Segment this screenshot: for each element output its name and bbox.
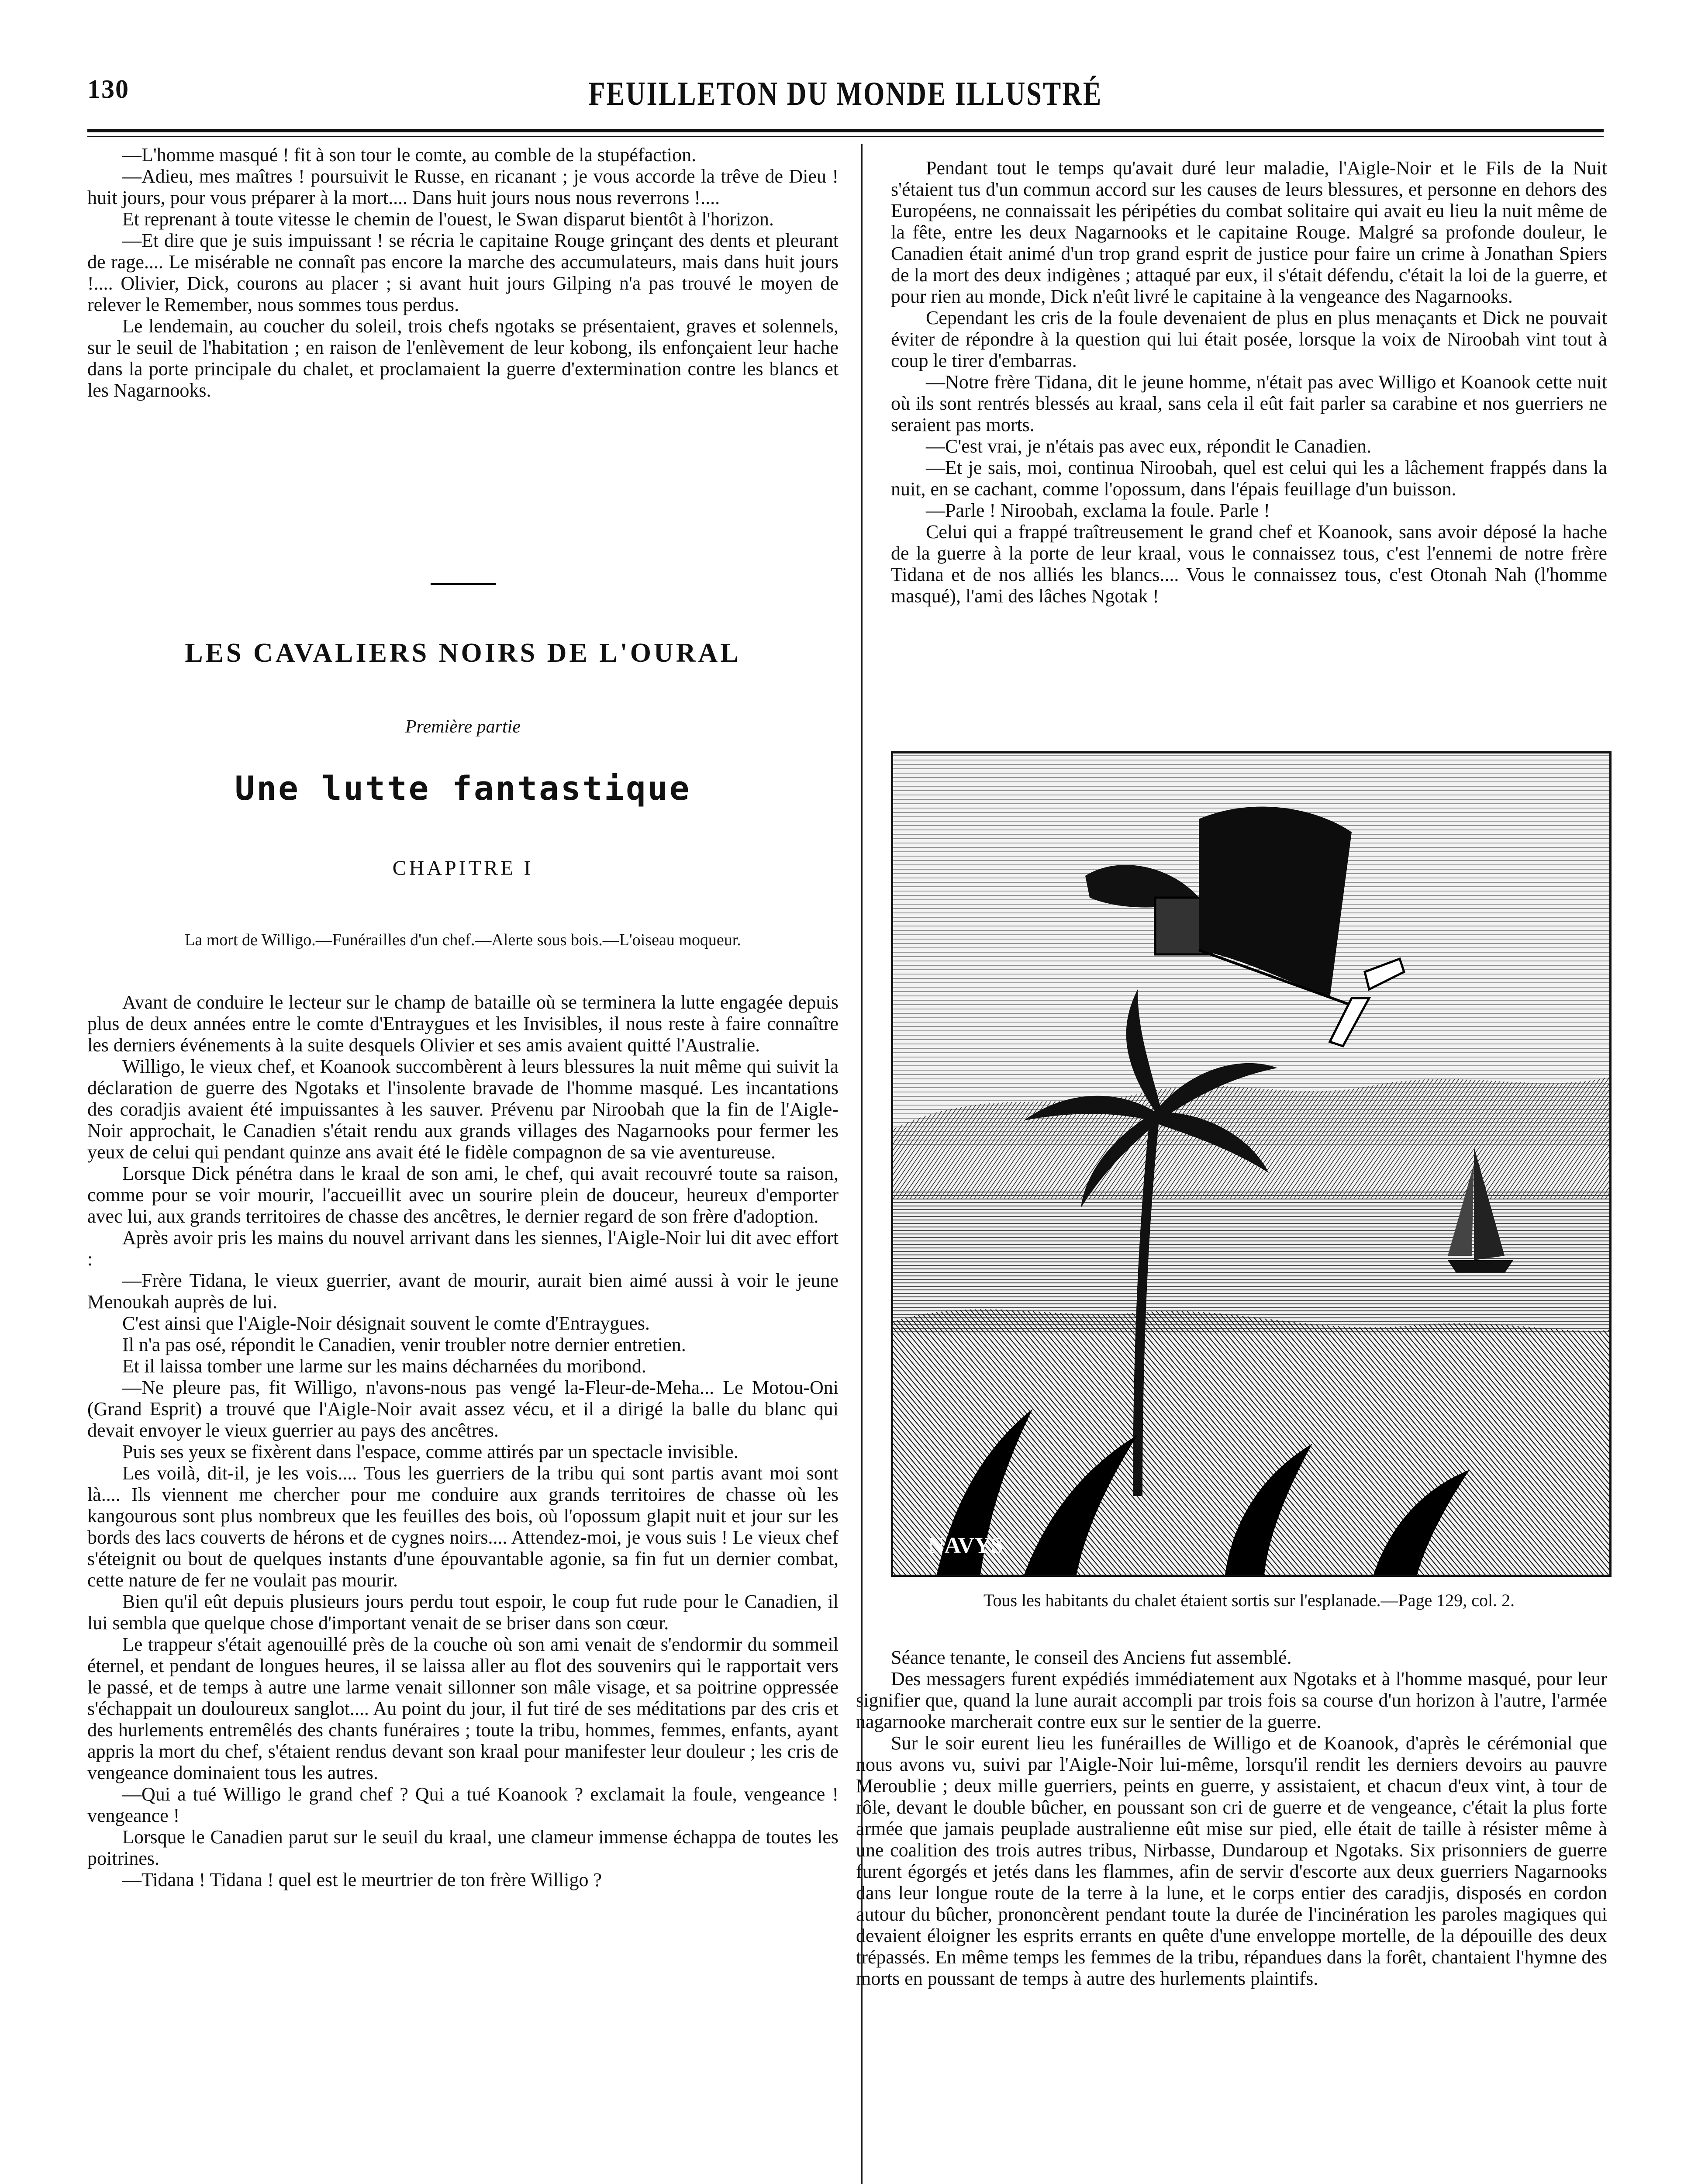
paragraph: Puis ses yeux se fixèrent dans l'espace, comme attirés par un spectacle invisible. xyxy=(122,1441,739,1462)
paragraph: —C'est vrai, je n'étais pas avec eux, répondit le Canadien. xyxy=(926,435,1372,457)
engraving-illustration-art xyxy=(893,753,1609,1575)
paragraph: —Notre frère Tidana, dit le jeune homme, n'était pas avec Willigo et Koanook cette nuit où ils sont rentrés blessés au kraal, sans cela il eût fait parler sa carabine et nos guerriers ne seraient pas morts. xyxy=(891,371,1607,435)
paragraph: —L'homme masqué ! fit à son tour le comte, au comble de la stupéfaction. xyxy=(122,144,697,166)
paragraph: Le lendemain, au coucher du soleil, trois chefs ngotaks se présentaient, graves et solennels, sur le seuil de l'habitation ; en raison de l'enlèvement de leur kobong, ils enfonçaient leur hache dans la porte principale du chalet, et proclamaient la guerre d'extermination contre les blancs et les Nagarnooks. xyxy=(87,315,839,401)
paragraph: Il n'a pas osé, répondit le Canadien, venir troubler notre dernier entretien. xyxy=(122,1334,686,1355)
illustration-caption: Tous les habitants du chalet étaient sortis sur l'esplanade.—Page 129, col. 2. xyxy=(983,1590,1515,1610)
story-subtitle: Une lutte fantastique xyxy=(235,769,691,808)
paragraph: —Et je sais, moi, continua Niroobah, quel est celui qui les a lâchement frappés dans la nuit, en se cachant, comme l'opossum, dans l'épais feuillage d'un buisson. xyxy=(891,457,1607,500)
paragraph: —Parle ! Niroobah, exclama la foule. Parle ! xyxy=(926,500,1270,521)
paragraph: —Ne pleure pas, fit Willigo, n'avons-nous pas vengé la-Fleur-de-Meha... Le Motou-Oni (Grand Esprit) a trouvé que l'Aigle-Noir avait assez vécu, et il a dirigé la balle du blanc qui devait envoyer le vieux guerrier au pays des ancêtres. xyxy=(87,1377,839,1441)
paragraph: C'est ainsi que l'Aigle-Noir désignait souvent le comte d'Entraygues. xyxy=(122,1313,650,1334)
paragraph: —Tidana ! Tidana ! quel est le meurtrier de ton frère Willigo ? xyxy=(122,1869,602,1890)
engraving-illustration xyxy=(891,751,1612,1577)
paragraph: Lorsque Dick pénétra dans le kraal de son ami, le chef, qui avait recouvré toute sa raison, comme pour se voir mourir, l'accueillit avec un sourire plein de douceur, heureux d'emporter avec lui, aux grands territoires de chasse des ancêtres, le dernier regard de son frère d'adoption. xyxy=(87,1163,839,1227)
paragraph: Sur le soir eurent lieu les funérailles de Willigo et de Koanook, d'après le cérémonial que nous avons vu, suivi par l'Aigle-Noir lui-même, lorsqu'il rendit les derniers devoirs au pauvre Meroublie ; deux mille guerriers, peints en guerre, y assistaient, et chacun d'eux vint, à tour de rôle, devant le double bûcher, en poussant son cri de guerre et de vengeance, c'était la plus forte armée que jamais peuplade australienne eût mise sur pied, elle était de taille à résister même à une coalition des trois autres tribus, Nirbasse, Dundaroup et Ngotaks. Six prisonniers de guerre furent égorgés et jetés dans les flammes, afin de servir d'escorte aux deux guerriers Nagarnooks dans leur longue route de la terre à la lune, et le corps entier des caradjis, disposés en cordon autour du bûcher, prononcèrent pendant toute la durée de l'incinération les paroles magiques qui devaient éloigner les esprits errants en quête d'une enveloppe mortelle, de la dépouille des deux trépassés. En même temps les femmes de la tribu, répandues dans la forêt, chantaient l'hymne des morts en poussant de temps à autre des hurlements plaintifs. xyxy=(856,1732,1607,1989)
engraver-signature: NAVYS xyxy=(928,1533,1004,1558)
section-title: LES CAVALIERS NOIRS DE L'OURAL xyxy=(185,638,741,668)
paragraph: —Qui a tué Willigo le grand chef ? Qui a tué Koanook ? exclamait la foule, vengeance ! vengeance ! xyxy=(87,1783,839,1826)
paragraph: Cependant les cris de la foule devenaient de plus en plus menaçants et Dick ne pouvait éviter de répondre à la question qui lui était posée, lorsque la voix de Niroobah vint tout à coup le tirer d'embarras. xyxy=(891,307,1607,371)
section-separator xyxy=(431,583,496,585)
paragraph: Les voilà, dit-il, je les vois.... Tous les guerriers de la tribu qui sont partis avant moi sont là.... Ils viennent me chercher pour me conduire aux grands territoires de chasse où les kangourous sont plus nombreux que les feuilles des bois, où l'opossum glapit nuit et jour sur les bords des lacs couverts de hérons et de cygnes noirs.... Attendez-moi, je vous suis ! Le vieux chef s'éteignit ou bout de quelques instants d'une épouvantable agonie, sa fin fut un dernier combat, cette nature de fer ne voulait pas mourir. xyxy=(87,1462,839,1591)
chapter-heading: CHAPITRE I xyxy=(392,857,534,880)
right-column-bottom-text xyxy=(856,1647,1607,1989)
header-rule xyxy=(87,129,1604,132)
paragraph: Avant de conduire le lecteur sur le champ de bataille où se terminera la lutte engagée depuis plus de deux années entre le comte d'Entraygues et les Invisibles, il nous reste à faire connaître les derniers événements à la suite desquels Olivier et ses amis avaient quitté l'Australie. xyxy=(87,992,839,1056)
paragraph: —Frère Tidana, le vieux guerrier, avant de mourir, aurait bien aimé aussi à voir le jeune Menoukah auprès de lui. xyxy=(87,1270,839,1313)
paragraph: Celui qui a frappé traîtreusement le grand chef et Koanook, sans avoir déposé la hache de la guerre à la porte de leur kraal, vous le connaissez tous, c'est l'ennemi de notre frère Tidana et de nos alliés les blancs.... Vous le connaissez tous, c'est Otonah Nah (l'homme masqué), l'ami des lâches Ngotak ! xyxy=(891,521,1607,607)
right-column-top-text xyxy=(891,157,1607,607)
left-column-main-text xyxy=(87,992,839,1890)
header-rule-thin xyxy=(87,136,1604,137)
left-column-top-text xyxy=(87,144,839,401)
paragraph: Des messagers furent expédiés immédiatement aux Ngotaks et à l'homme masqué, pour leur signifier que, quand la lune aurait accompli par trois fois sa course d'un horizon à l'autre, l'armée nagarnooke marcherait contre eux sur le sentier de la guerre. xyxy=(856,1668,1607,1732)
page-number: 130 xyxy=(87,75,129,104)
paragraph: Willigo, le vieux chef, et Koanook succombèrent à leurs blessures la nuit même qui suivit la déclaration de guerre des Ngotaks et l'insolente bravade de l'homme masqué. Les incantations des coradjis avaient été impuissantes à les sauver. Prévenu par Niroobah que la fin de l'Aigle-Noir approchait, le Canadien s'était rendu aux grands villages des Nagarnooks pour fermer les yeux de celui qui pendant quinze ans avait été le fidèle compagnon de sa vie aventureuse. xyxy=(87,1056,839,1163)
paragraph: Pendant tout le temps qu'avait duré leur maladie, l'Aigle-Noir et le Fils de la Nuit s'étaient tus d'un commun accord sur les causes de leurs blessures, et personne en dehors des Européens, ne connaissait les péripéties du combat solitaire qui avait eu lieu la nuit même de la fête, entre les deux Nagarnooks et le capitaine Rouge. Malgré sa profonde douleur, le Canadien était animé d'un trop grand esprit de justice pour faire un crime à Jonathan Spiers de la mort des deux indigènes ; attaqué par eux, il s'était défendu, c'était la loi de la guerre, et pour rien au monde, Dick n'eût livré le capitaine à la vengeance des Nagarnooks. xyxy=(891,157,1607,307)
paragraph: Lorsque le Canadien parut sur le seuil du kraal, une clameur immense échappa de toutes les poitrines. xyxy=(87,1826,839,1869)
paragraph: Après avoir pris les mains du nouvel arrivant dans les siennes, l'Aigle-Noir lui dit avec effort : xyxy=(87,1227,839,1270)
paragraph: —Adieu, mes maîtres ! poursuivit le Russe, en ricanant ; je vous accorde la trêve de Dieu ! huit jours, pour vous préparer à la mort.... Dans huit jours nous nous reverrons !.... xyxy=(87,166,839,208)
paragraph: Et il laissa tomber une larme sur les mains décharnées du moribond. xyxy=(122,1355,646,1377)
paragraph: Et reprenant à toute vitesse le chemin de l'ouest, le Swan disparut bientôt à l'horizon. xyxy=(122,208,774,230)
chapter-summary: La mort de Willigo.—Funérailles d'un chef.—Alerte sous bois.—L'oiseau moqueur. xyxy=(185,931,741,949)
running-title: FEUILLETON DU MONDE ILLUSTRÉ xyxy=(588,75,1103,113)
paragraph: Le trappeur s'était agenouillé près de la couche où son ami venait de s'endormir du sommeil éternel, et pendant de longues heures, il se laissa aller au flot des souvenirs qui le rapportait vers le passé, et de temps à autre une larme venait sillonner son mâle visage, et sa poitrine oppressée s'échappait un douloureux sanglot.... Au point du jour, il fut tiré de ses méditations par des cris et des hurlements entremêlés des chants funéraires ; toute la tribu, hommes, femmes, enfants, ayant appris la mort du chef, s'étaient rendus devant son kraal pour manifester leur douleur ; les cris de vengeance dominaient tous les autres. xyxy=(87,1634,839,1783)
paragraph: Bien qu'il eût depuis plusieurs jours perdu tout espoir, le coup fut rude pour le Canadien, il lui sembla que quelque chose d'important venait de se briser dans son cœur. xyxy=(87,1591,839,1634)
paragraph: Séance tenante, le conseil des Anciens fut assemblé. xyxy=(891,1647,1292,1668)
part-label: Première partie xyxy=(405,717,521,737)
paragraph: —Et dire que je suis impuissant ! se récria le capitaine Rouge grinçant des dents et pleurant de rage.... Le misérable ne connaît pas encore la marche des accumulateurs, mais dans huit jours !.... Olivier, Dick, courons au placer ; si avant huit jours Gilping n'a pas trouvé le moyen de relever le Remember, nous sommes tous perdus. xyxy=(87,230,839,315)
